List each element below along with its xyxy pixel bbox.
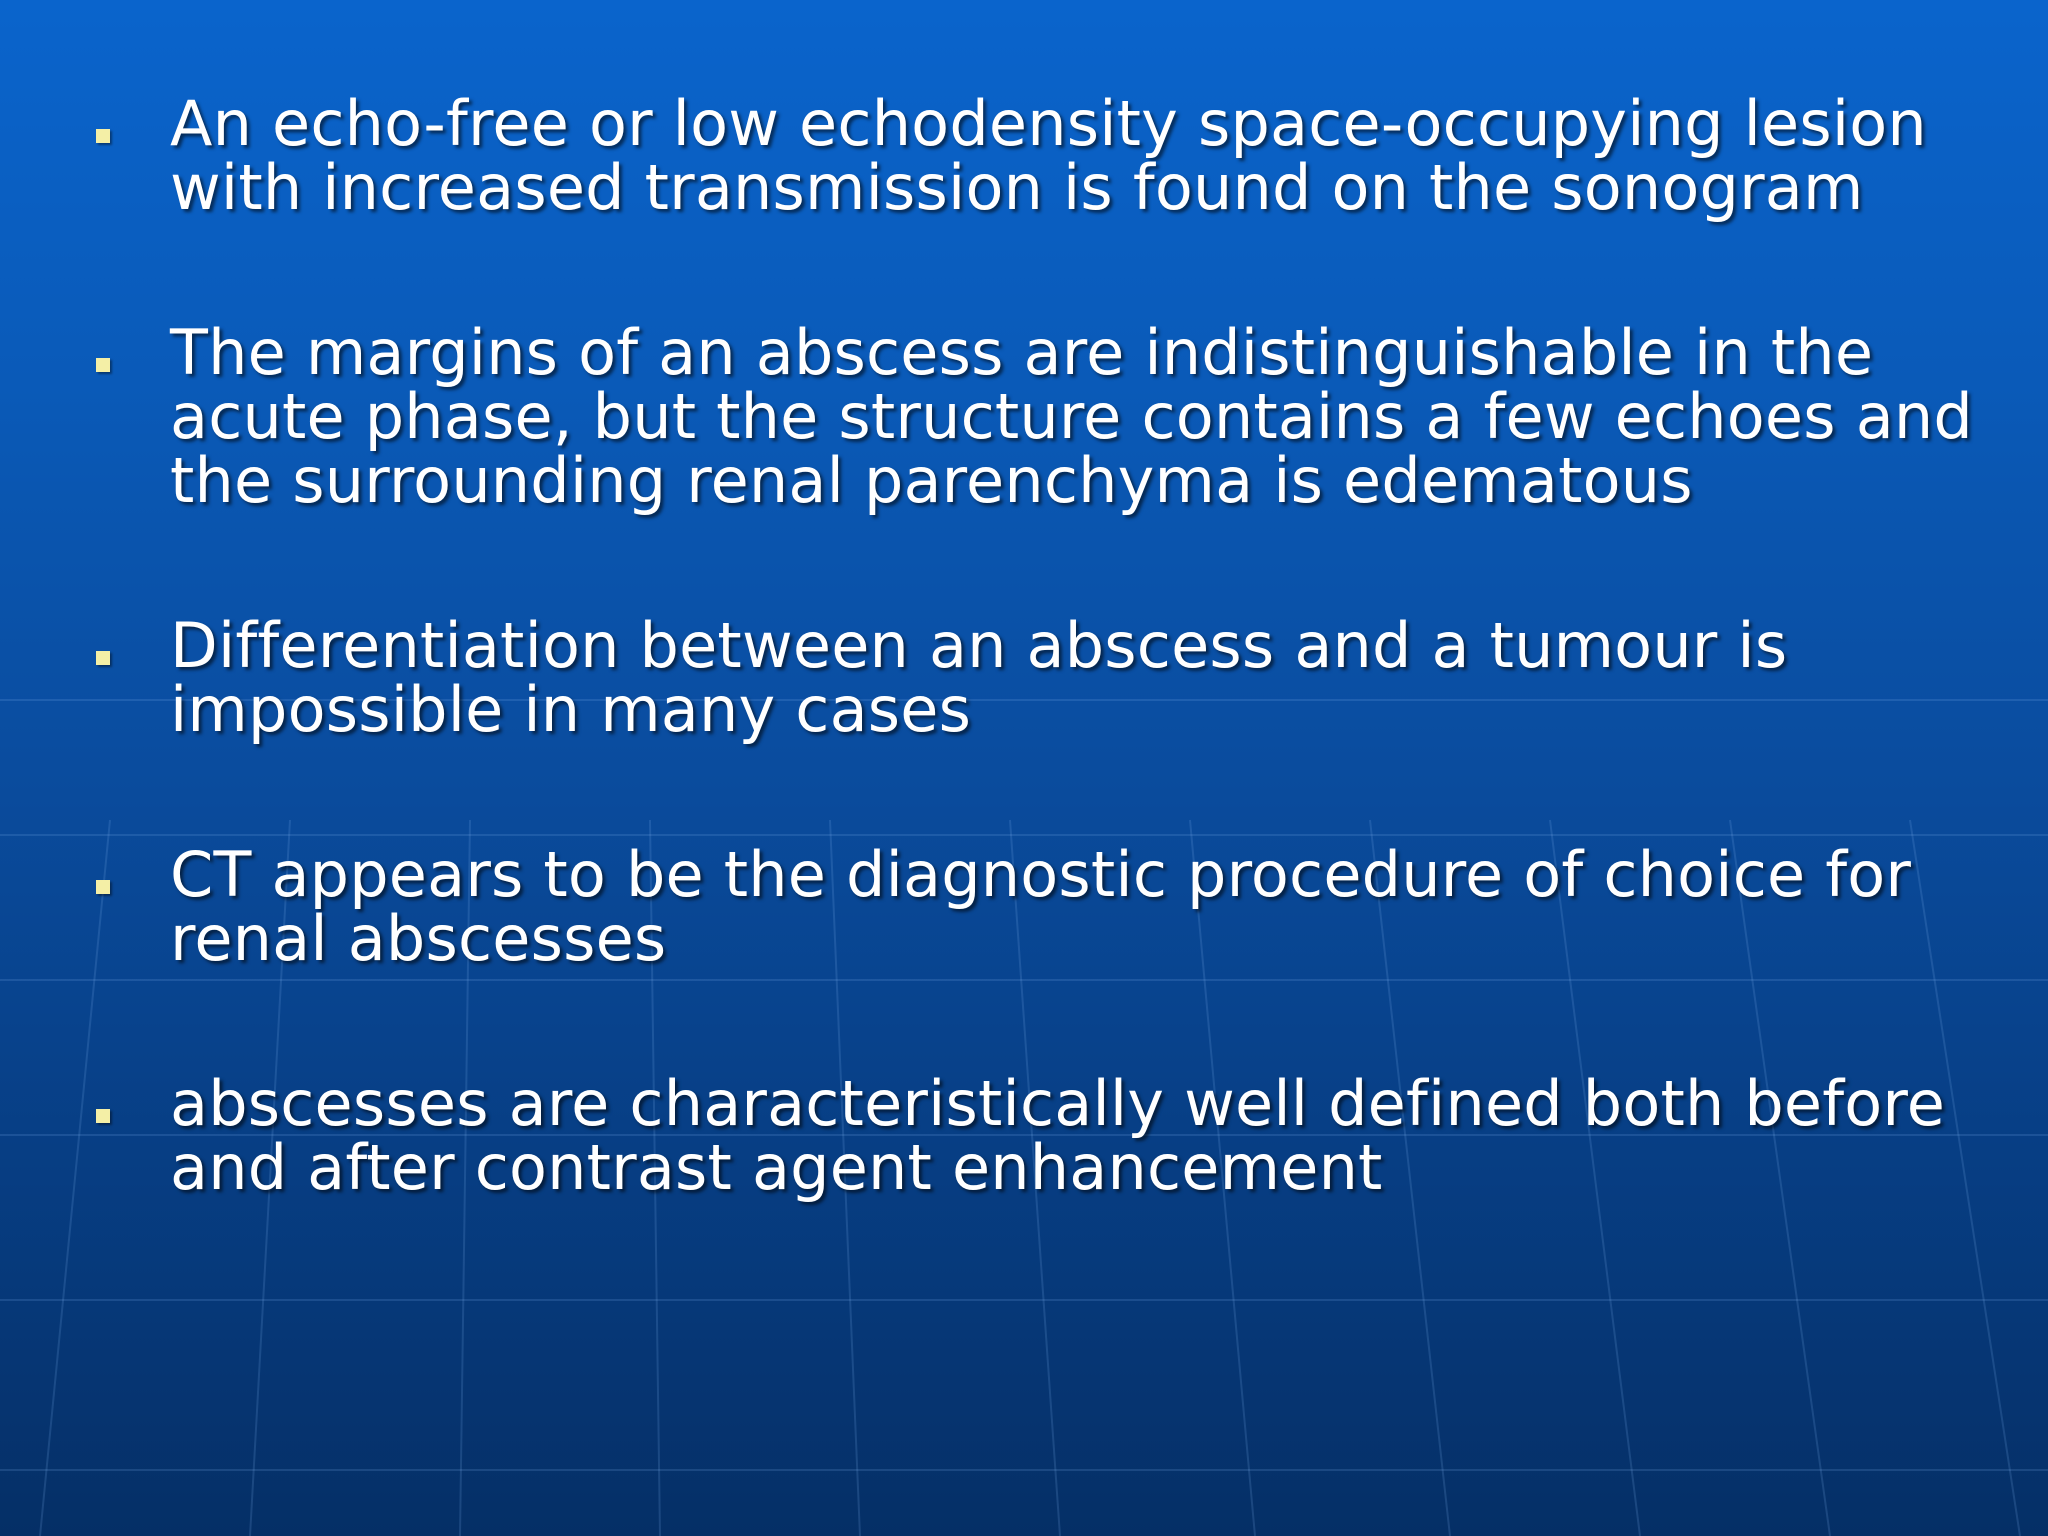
bullet-list [96,87,1976,1204]
bullet-text-5: abscesses are characteristically well defined both before and after contrast agent enhancement [170,1067,1946,1204]
bullet-text-3: Differentiation between an abscess and a tumour is impossible in many cases [170,609,1788,746]
bullet-text-2: The margins of an abscess are indistinguishable in the acute phase, but the structure contains a few echoes and the surrounding renal parenchyma is edematous [170,316,1973,517]
bullet-item-3 [96,609,1976,746]
bullet-item-1 [96,87,1976,224]
bullet-text-4: CT appears to be the diagnostic procedure of choice for renal abscesses [170,838,1912,975]
square-bullet-icon [96,1109,110,1123]
square-bullet-icon [96,880,110,894]
square-bullet-icon [96,129,110,143]
bullet-item-2 [96,316,1976,517]
square-bullet-icon [96,358,110,372]
bullet-item-5 [96,1067,1976,1204]
square-bullet-icon [96,651,110,665]
bullet-item-4 [96,838,1976,975]
bullet-text-1: An echo-free or low echodensity space-occupying lesion with increased transmission is found on the sonogram [170,87,1927,224]
